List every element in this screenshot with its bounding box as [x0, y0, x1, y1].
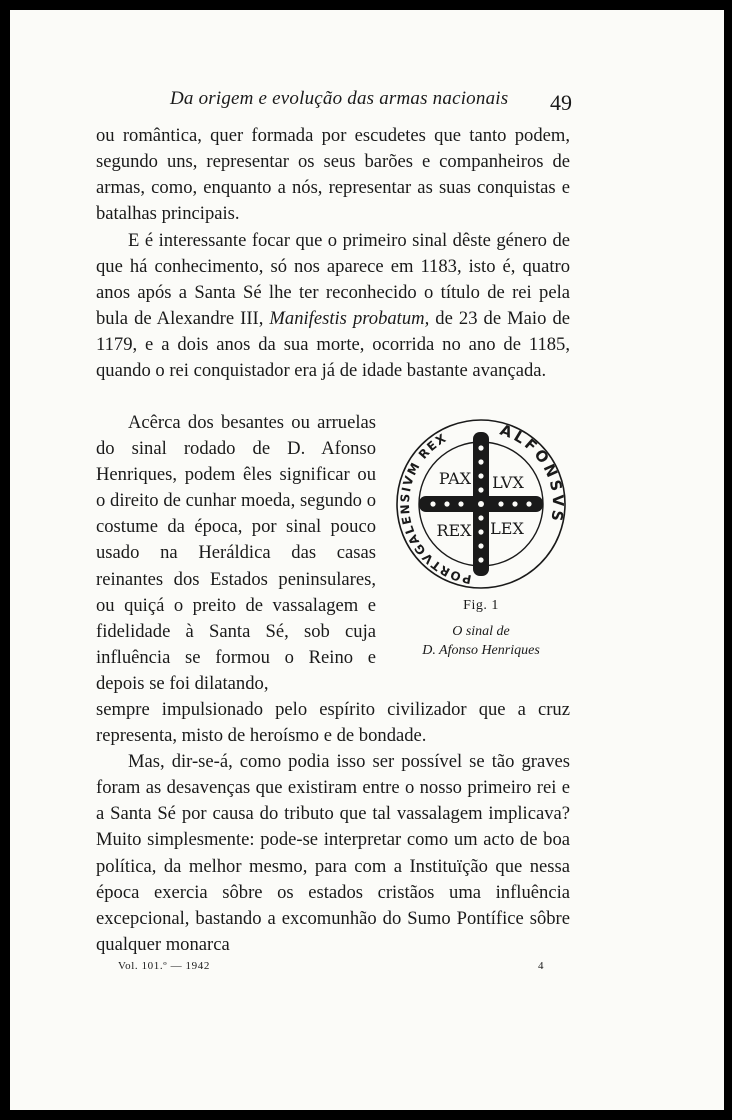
seal-word-pax: PAX [438, 469, 472, 488]
book-page [10, 10, 724, 1110]
page-number: 49 [550, 90, 572, 115]
seal-word-rex: REX [436, 521, 472, 540]
figure-label: Fig. 1 [463, 598, 499, 613]
figure-caption-line-1: O sinal de [452, 624, 510, 639]
seal-cross [419, 432, 543, 576]
paragraph-3-continued-and-4 [96, 697, 570, 958]
seal-ring-right: ALFONSVS [497, 420, 567, 526]
paragraph-1 [96, 123, 570, 227]
running-title: Da origem e evolução das armas nacionais [170, 88, 509, 109]
paragraph-4-text: Mas, dir-se-á, como podia isso ser possível se tão graves foram as desavenças que existiram entre o nosso primeiro rei e a Santa Sé por causa do tributo que tal vassalagem implicava? Muito simplesmente: pode-se interpretar como um acto de boa política, da melhor mesmo, para com a Instituïção que nessa época exercia sôbre os estados cristãos uma influência excepcional, bastando a excomunhão do Sumo Pontífice sôbre qualquer monarca [96, 751, 570, 955]
footer-signature-mark: 4 [538, 960, 544, 972]
page-header [10, 80, 724, 120]
paragraph-2 [96, 228, 570, 385]
paragraph-2-text-a: E é interessante focar que o primeiro sinal dêste género de que há conhecimento, só nos aparece em 1183, isto é, quatro anos após a Santa Sé lhe ter reconhecido o título de rei pela bula de Alexandre III, [96, 230, 570, 330]
seal-illustration [395, 418, 567, 590]
paragraph-1-text: ou romântica, quer formada por escudetes que tanto podem, segundo uns, representar os seus barões e companheiros de armas, como, enquanto a nós, representar as suas conquistas e batalhas principais. [96, 125, 570, 225]
seal-word-lex: LEX [490, 519, 524, 538]
figure-1 [390, 418, 572, 678]
seal-ring-left: PORTVGALENSIVM REX [397, 430, 473, 587]
paragraph-2-text-b: de 23 de Maio de 1179, e a dois anos da sua morte, ocorrida no ano de 1185, quando o rei conquistador era já de idade bastante avançada. [96, 308, 570, 382]
paragraph-3-wrapped [96, 410, 376, 697]
paragraph-3-text: Acêrca dos besantes ou arruelas do sinal rodado de D. Afonso Henriques, podem êles significar ou o direito de cunhar moeda, segundo o costume da época, por sinal pouco usado na Heráldica das casas reinantes dos Estados peninsulares, ou quiçá o preito de vassalagem e fidelidade à Santa Sé, sob cuja influência se formou o Reino e depois se foi dilatando, [96, 412, 376, 694]
footer-volume: Vol. 101.º — 1942 [118, 960, 210, 972]
bull-title: Manifestis probatum, [269, 308, 430, 330]
figure-caption [390, 622, 572, 660]
figure-caption-line-2: D. Afonso Henriques [422, 643, 540, 658]
paragraph-3-rest-text: sempre impulsionado pelo espírito civilizador que a cruz representa, misto de heroísmo e de bondade. [96, 699, 570, 747]
seal-word-lux: LVX [492, 473, 524, 492]
